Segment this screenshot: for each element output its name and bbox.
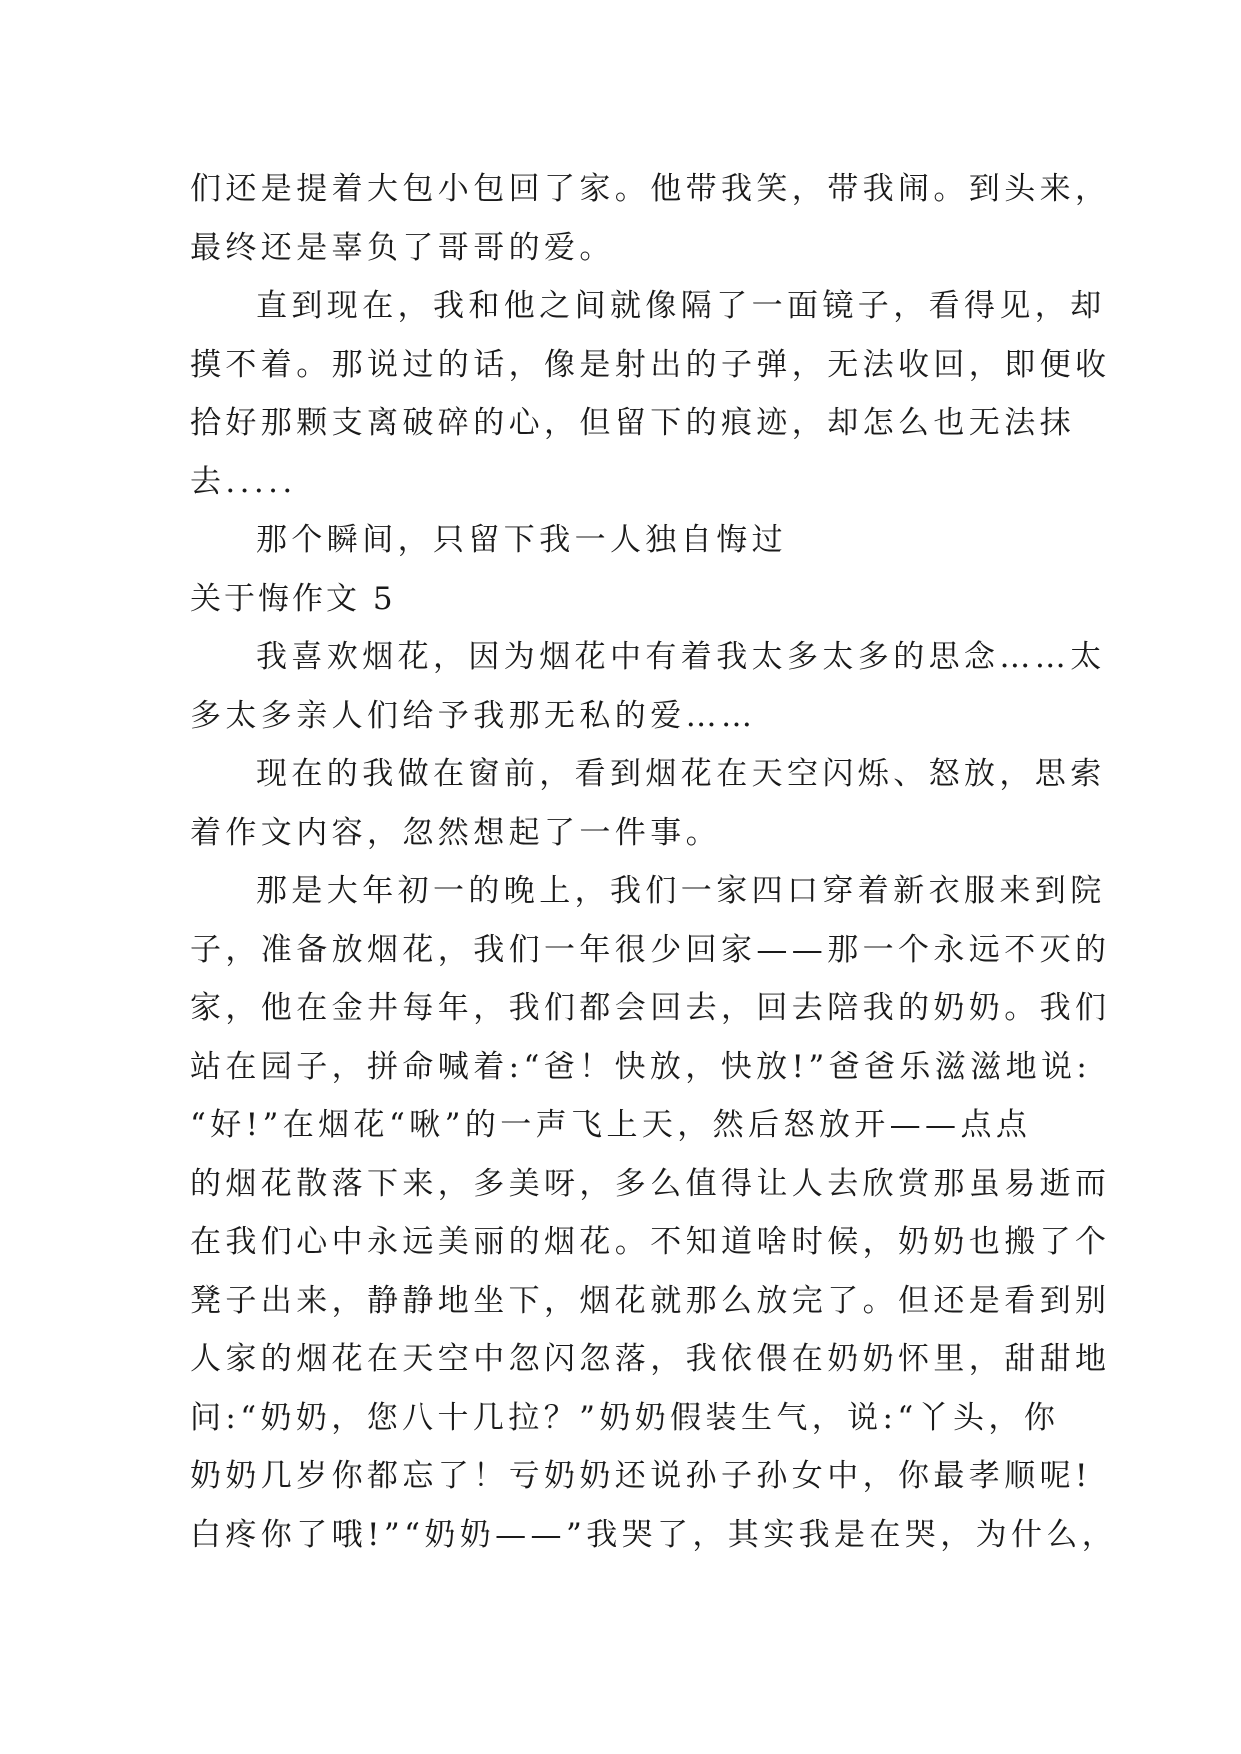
text-line: 家，他在金井每年，我们都会回去，回去陪我的奶奶。我们 (190, 990, 1111, 1026)
text-line: 奶奶几岁你都忘了！亏奶奶还说孙子孙女中，你最孝顺呢! (190, 1458, 1092, 1494)
text-line: 去..... (190, 463, 297, 500)
text-line: 的烟花散落下来，多美呀，多么值得让人去欣赏那虽易逝而 (190, 1165, 1111, 1202)
paragraph-start-line: 我喜欢烟花，因为烟花中有着我太多太多的思念……太 (256, 639, 1106, 675)
text-line: 问:“奶奶，您八十几拉？”奶奶假装生气，说:“丫头，你 (190, 1399, 1060, 1436)
text-line: 在我们心中永远美丽的烟花。不知道啥时候，奶奶也搬了个 (190, 1224, 1111, 1260)
text-line: 拾好那颗支离破碎的心，但留下的痕迹，却怎么也无法抹 (190, 405, 1075, 441)
text-line: “好!”在烟花“啾”的一声飞上天，然后怒放开——点点 (190, 1107, 1032, 1143)
text-line: 白疼你了哦!”“奶奶——”我哭了，其实我是在哭，为什么， (190, 1516, 1118, 1553)
paragraph-start-line: 那个瞬间，只留下我一人独自悔过 (256, 522, 787, 558)
paragraph-start-line: 那是大年初一的晚上，我们一家四口穿着新衣服来到院 (256, 873, 1106, 909)
text-line: 站在园子，拼命喊着:“爸！快放，快放!”爸爸乐滋滋地说: (190, 1048, 1092, 1085)
paragraph-start-line: 现在的我做在窗前，看到烟花在天空闪烁、怒放，思索 (256, 756, 1106, 792)
text-line: 人家的烟花在天空中忽闪忽落，我依偎在奶奶怀里，甜甜地 (190, 1341, 1111, 1377)
text-line: 们还是提着大包小包回了家。他带我笑，带我闹。到头来， (190, 171, 1111, 207)
paragraph-start-line: 直到现在，我和他之间就像隔了一面镜子，看得见，却 (256, 288, 1106, 324)
section-heading: 关于悔作文 5 (190, 580, 396, 617)
text-line: 多太多亲人们给予我那无私的爱…… (190, 697, 757, 734)
text-line: 着作文内容，忽然想起了一件事。 (190, 814, 721, 851)
text-line: 摸不着。那说过的话，像是射出的子弹，无法收回，即便收 (190, 346, 1111, 383)
essay-text (190, 160, 1118, 1564)
text-line: 子，准备放烟花，我们一年很少回家——那一个永远不灭的 (190, 931, 1111, 968)
text-line: 最终还是辜负了哥哥的爱。 (190, 229, 615, 266)
text-line: 凳子出来，静静地坐下，烟花就那么放完了。但还是看到别 (190, 1282, 1111, 1319)
